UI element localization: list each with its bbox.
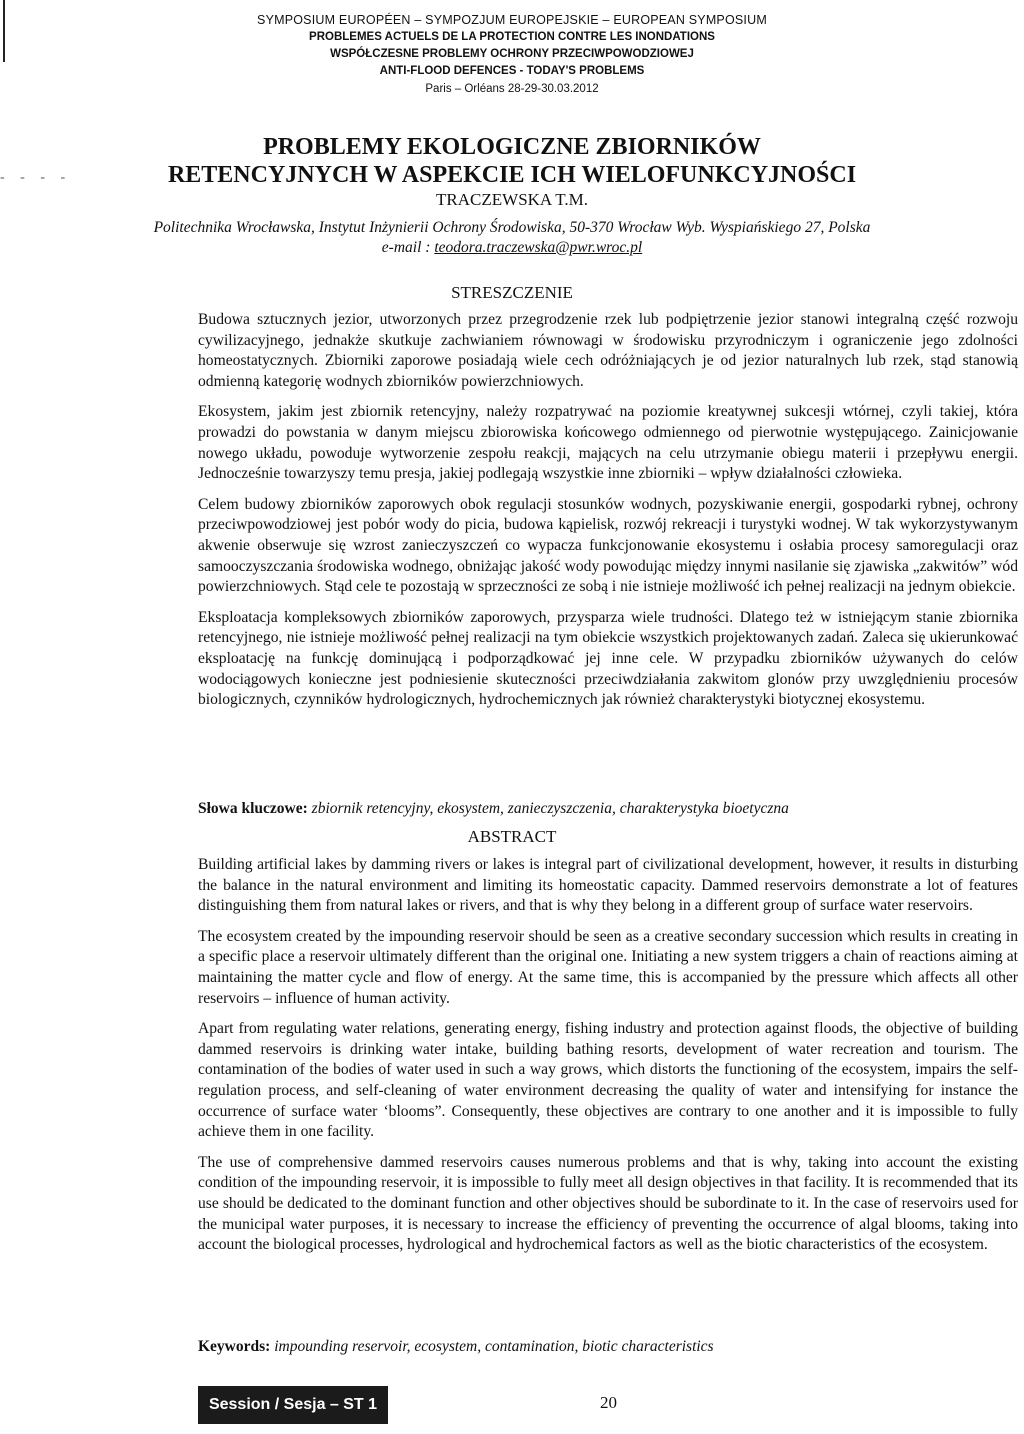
paper-title — [0, 133, 1024, 189]
keywords-label-pl: Słowa kluczowe: — [198, 800, 308, 817]
margin-dash-mark: - - - - — [0, 170, 72, 185]
email-label: e-mail : — [381, 239, 431, 256]
abstract-paragraph: Building artificial lakes by damming rivers or lakes is integral part of civilizational development, however, it results in disturbing the balance in the natural environment and limiting its homeostatic capacity. Dammed reservoirs demonstrate a lot of features distinguishing them from natural lakes or rivers, and that is why they belong in a different group of surface water reservoirs. — [198, 856, 1018, 915]
streszczenie-paragraph: Budowa sztucznych jezior, utworzonych przez przegrodzenie rzek lub podpiętrzenie jezior stanowi integralną część rozwoju cywilizacyjnego, jednakże skutkuje zachwianiem równowagi w środowisku przyrodniczym i ograniczenie jego zdolności homeostatycznych. Zbiorniki zaporowe posiadają wiele cech odróżniających je od jezior naturalnych lub rzek, stąd stanowią odmienną kategorię wodnych zbiorników powierzchniowych. — [198, 311, 1018, 390]
streszczenie-paragraph: Celem budowy zbiorników zaporowych obok regulacji stosunków wodnych, pozyskiwanie energii, gospodarki rybnej, ochrony przeciwpowodziowej jest pobór wody do picia, budowa kąpielisk, rozwój rekreacji i turystyki wodnej. W tak wykorzystywanym akwenie obserwuje się wzrost zanieczyszczeń co wypacza funkcjonowanie ekosystemu i osłabia procesy samoregulacji oraz samooczyszczania środowiska wodnego, obniżając jakość wody powodując między innymi nasilanie się zjawiska „zakwitów” wód powierzchniowych. Stąd cele te pozostają w sprzeczności ze sobą i nie istnieje możliwość ich pełnej realizacji na jednym obiekcie. — [198, 495, 1018, 596]
keywords-label-en: Keywords: — [198, 1338, 271, 1355]
symposium-header — [0, 12, 1024, 98]
streszczenie-keywords — [198, 800, 1018, 818]
session-badge: Session / Sesja – ST 1 — [198, 1386, 388, 1424]
keywords-values-pl: zbiornik retencyjny, ekosystem, zanieczyszczenia, charakterystyka bioetyczna — [311, 800, 789, 817]
title-line-2: RETENCYJNYCH W ASPEKCIE ICH WIELOFUNKCYJNOŚCI — [167, 162, 857, 188]
abstract-keywords — [198, 1338, 1018, 1356]
paper-author: TRACZEWSKA T.M. — [436, 190, 588, 209]
header-line-5: Paris – Orléans 28-29-30.03.2012 — [425, 83, 599, 95]
abstract-paragraph: Apart from regulating water relations, generating energy, fishing industry and protection against floods, the objective of building dammed reservoirs is drinking water intake, building bathing resorts, development of water recreation and tourism. The contamination of the bodies of water used in such a way grows, which distorts the functioning of the ecosystem, impairs the self-regulation process, and self-cleaning of water environment decreasing the quality of water and intensifying for instance the occurrence of surface water ‘blooms”. Consequently, these objectives are contrary to one another and it is impossible to fully achieve them in one facility. — [198, 1020, 1018, 1141]
streszczenie-paragraph: Eksploatacja kompleksowych zbiorników zaporowych, przysparza wiele trudności. Dlatego też w istniejącym stanie zbiornika retencyjnego, nie istnieje możliwość pełnej realizacji na tym obiekcie wszystkich projektowanych zadań. Zaleca się ukierunkować eksploatację na funkcję dominującą i podporządkować jej inne cele. W przypadku zbiorników używanych do celów wodociągowych konieczne jest podniesienie skuteczności przeciwdziałania zakwitom glonów przy uwzględnieniu procesów biologicznych, czynników hydrologicznych, hydrochemicznych jak również charakterystyki biotycznej ekosystemu. — [198, 608, 1018, 709]
abstract-paragraph: The ecosystem created by the impounding reservoir should be seen as a creative secondary succession which results in creating in a specific place a reservoir ultimately different than the original one. Initiating a new system triggers a chain of reactions aiming at maintaining the matter cycle and flow of energy. At the same time, this is accompanied by the pressure which affects all other reservoirs – influence of human activity. — [198, 927, 1018, 1007]
email-line — [0, 238, 1024, 258]
affiliation: Politechnika Wrocławska, Instytut Inżynierii Ochrony Środowiska, 50-370 Wrocław Wyb. Wyspiańskiego 27, Polska — [153, 219, 871, 236]
header-line-1: SYMPOSIUM EUROPÉEN – SYMPOZJUM EUROPEJSKIE – EUROPEAN SYMPOSIUM — [257, 13, 767, 27]
abstract-paragraph: The use of comprehensive dammed reservoirs causes numerous problems and that is why, taking into account the existing condition of the impounding reservoir, it is impossible to fully meet all design objectives in that facility. It is recommended that its use should be dedicated to the dominant function and other objectives should be subordinate to it. In the case of reservoirs used for the municipal water purposes, it is necessary to increase the efficiency of preventing the occurrence of algal blooms, taking into account the biological processes, hydrological and hydrochemical factors as well as the biotic characteristics of the ecosystem. — [198, 1153, 1018, 1254]
abstract-heading: ABSTRACT — [467, 827, 557, 846]
abstract-body — [198, 855, 1018, 1266]
keywords-values-en: impounding reservoir, ecosystem, contamination, biotic characteristics — [274, 1338, 714, 1355]
email-link[interactable]: teodora.traczewska@pwr.wroc.pl — [434, 239, 643, 256]
streszczenie-body — [198, 310, 1018, 721]
streszczenie-heading: STRESZCZENIE — [451, 283, 573, 302]
page-number: 20 — [600, 1393, 617, 1412]
title-line-1: PROBLEMY EKOLOGICZNE ZBIORNIKÓW — [263, 134, 761, 160]
header-line-4: ANTI-FLOOD DEFENCES - TODAY'S PROBLEMS — [379, 65, 645, 77]
header-line-3: WSPÓŁCZESNE PROBLEMY OCHRONY PRZECIWPOWODZIOWEJ — [330, 48, 694, 60]
header-line-2: PROBLEMES ACTUELS DE LA PROTECTION CONTRE LES INONDATIONS — [309, 31, 715, 43]
affiliation-block — [0, 218, 1024, 258]
streszczenie-paragraph: Ekosystem, jakim jest zbiornik retencyjny, należy rozpatrywać na poziomie kreatywnej sukcesji wtórnej, czyli takiej, która prowadzi do powstania w danym miejscu zbiorowiska końcowego odmiennego od pierwotnie występującego. Zainicjowanie nowego układu, powoduje wytworzenie zespołu reakcji, mających na celu utrzymanie obiegu materii i przepływu energii. Jednocześnie towarzyszy temu presja, jakiej podlegają wszystkie inne zbiorniki – wpływ działalności człowieka. — [198, 403, 1018, 483]
